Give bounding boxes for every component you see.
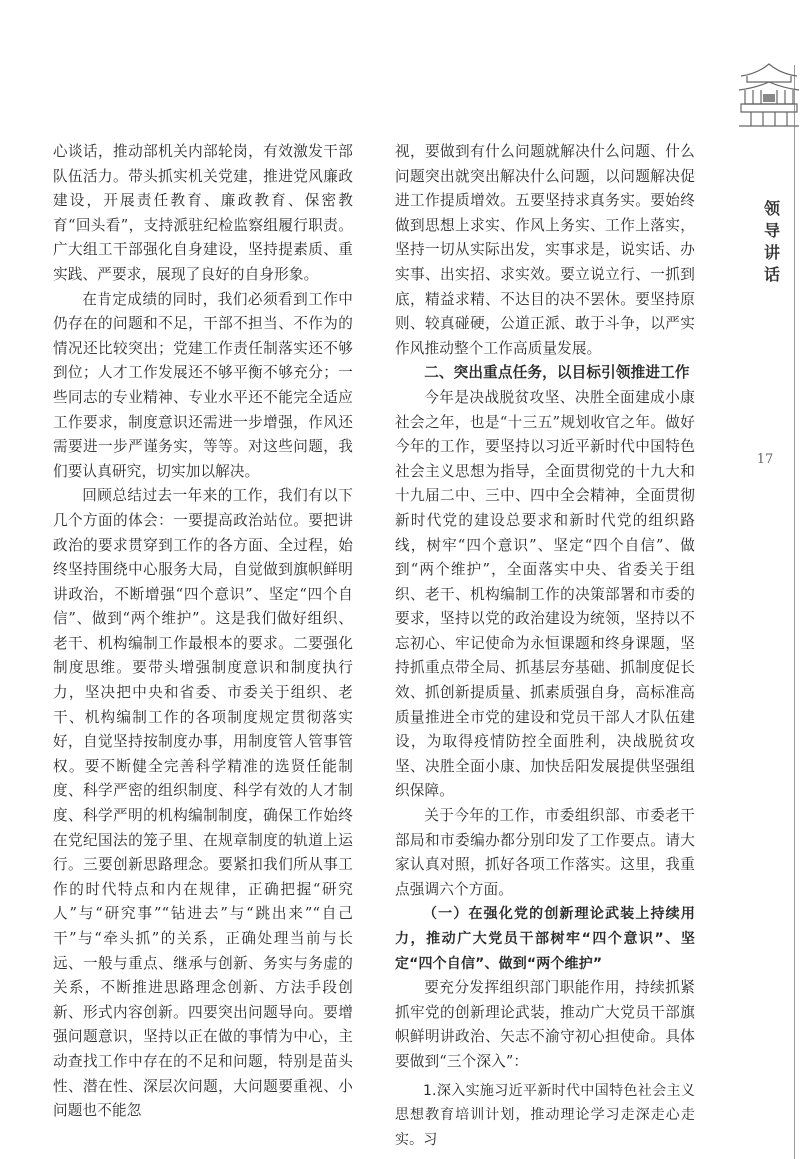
- paragraph: 视，要做到有什么问题就解决什么问题、什么问题突出就突出解决什么问题，以问题解决促进工作提质增效。五要坚持求真务实。要始终做到思想上求实、作风上务实、工作上落实，坚持一切从实际出发，实事求是，说实话、办实事、出实招、求实效。要立说立行、一抓到底，精益求精、不达目的决不罢休。要坚持原则、较真碰硬，公道正派、敢于斗争，以严实作风推动整个工作高质量发展。: [395, 143, 695, 357]
- paragraph: 回顾总结过去一年来的工作，我们有以下几个方面的体会：一要提高政治站位。要把讲政治的要求贯穿到工作的各方面、全过程，始终坚持围绕中心服务大局，自觉做到旗帜鲜明讲政治，不断增强“四个意识”、坚定“四个自信”、做到“两个维护”。这是我们做好组织、老干、机构编制工作最根本的要求。二要强化制度思维。要带头增强制度意识和制度执行力，坚决把中央和省委、市委关于组织、老干、机构编制工作的各项制度规定贯彻落实好，自觉坚持按制度办事，用制度管人管事管权。要不断健全完善科学精准的选贤任能制度、科学严密的组织制度、科学有效的人才制度、科学严明的机构编制制度，确保工作始终在党纪国法的笼子里、在规章制度的轨道上运行。三要创新思路理念。要紧扣我们所从事工作的时代特点和内在规律，正确把握“研究人”与“研究事”“钻进去”与“跳出来”“自己干”与“牵头抓”的关系，正确处理当前与长远、一般与重点、继承与创新、务实与务虚的关系，不断推进思路理念创新、方法手段创新、形式内容创新。四要突出问题导向。要增强问题意识，坚持以正在做的事情为中心，主动查找工作中存在的不足和问题，特别是苗头性、潜在性、深层次问题，大问题要重视、小问题也不能忽: [53, 487, 353, 1120]
- paragraph: 心谈话，推动部机关内部轮岗，有效激发干部队伍活力。带头抓实机关党建，推进党风廉政建设，开展责任教育、廉政教育、保密教育“回头看”，支持派驻纪检监察组履行职责。广大组工干部强化自身建设，坚持提素质、重实践、严要求，展现了良好的自身形象。: [53, 143, 353, 283]
- page-number: 17: [756, 452, 774, 467]
- side-margin: [735, 60, 805, 1100]
- paragraph: 今年是决战脱贫攻坚、决胜全面建成小康社会之年，也是“十三五”规划收官之年。做好今年的工作，要坚持以习近平新时代中国特色社会主义思想为指导，全面贯彻党的十九大和十九届二中、三中、四中全会精神，全面贯彻新时代党的建设总要求和新时代党的组织路线，树牢“四个意识”、坚定“四个自信”、做到“两个维护”，全面落实中央、省委关于组织、老干、机构编制工作的决策部署和市委的要求，坚持以党的政治建设为统领，坚持以不忘初心、牢记使命为永恒课题和终身课题，坚持抓重点带全局、抓基层夯基础、抓制度促长效、抓创新提质量、抓素质强自身，高标准高质量推进全市党的建设和党员干部人才队伍建设，为取得疫情防控全面胜利，决战脱贫攻坚、决胜全面小康、加快岳阳发展提供坚强组织保障。: [395, 388, 695, 800]
- list-item: 1.深入实施习近平新时代中国特色社会主义思想教育培训计划，推动理论学习走深走心走实。习: [395, 1082, 695, 1148]
- pavilion-icon: [737, 60, 801, 132]
- margin-divider: [794, 65, 795, 1159]
- paragraph: 要充分发挥组织部门职能作用，持续抓紧抓牢党的创新理论武装，推动广大党员干部旗帜鲜明讲政治、矢志不渝守初心担使命。具体要做到“三个深入”：: [395, 979, 695, 1070]
- paragraph: 关于今年的工作，市委组织部、市委老干部局和市委编办都分别印发了工作要点。请大家认真对照，抓好各项工作落实。这里，我重点强调六个方面。: [395, 807, 695, 898]
- section-label: 领导讲话: [763, 199, 780, 284]
- subsection-heading: （一）在强化党的创新理论武装上持续用力，推动广大党员干部树牢“四个意识”、坚定“四个自信”、做到“两个维护”: [395, 906, 695, 972]
- right-column: [395, 140, 695, 1152]
- paragraph: 在肯定成绩的同时，我们必须看到工作中仍存在的问题和不足，干部不担当、不作为的情况还比较突出；党建工作责任制落实还不够到位；人才工作发展还不够平衡不够充分；一些同志的专业精神、专业水平还不能完全适应工作要求，制度意识还需进一步增强，作风还需要进一步严谨务实，等等。对这些问题，我们要认真研究，切实加以解决。: [53, 290, 353, 480]
- left-column: [53, 140, 353, 1124]
- section-heading: 二、突出重点任务，以目标引领推进工作: [424, 364, 690, 382]
